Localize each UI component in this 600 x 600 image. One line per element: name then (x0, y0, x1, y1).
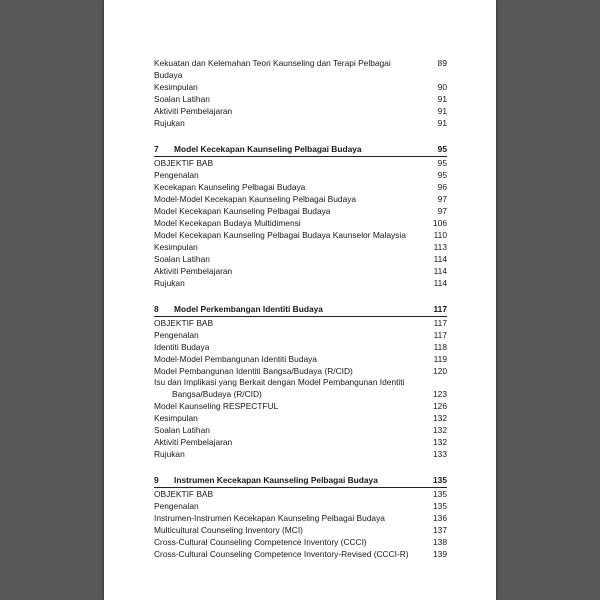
toc-entry-page: 138 (433, 537, 447, 547)
toc-entry-title: Model Kecekapan Kaunseling Pelbagai Budaya Kaunselor Malaysia (154, 230, 406, 240)
toc-entry-page: 126 (433, 401, 447, 411)
toc-entry-page: 136 (433, 513, 447, 523)
toc-entry-page: 91 (437, 94, 447, 104)
toc-entry-title: Model Pembangunan Identiti Bangsa/Budaya (R/CID) (154, 366, 353, 376)
toc-entry-page: 114 (433, 266, 447, 276)
toc-entry-title: Multicultural Counseling Inventory (MCI) (154, 525, 303, 535)
toc-entry[interactable] (154, 105, 447, 117)
toc-entry[interactable] (154, 500, 447, 512)
toc-entry-page: 135 (433, 501, 447, 511)
toc-entry[interactable] (154, 365, 447, 377)
toc-entry-page: 119 (433, 354, 447, 364)
toc-entry[interactable] (154, 217, 447, 229)
toc-entry[interactable] (154, 277, 447, 289)
document-page (104, 0, 496, 600)
toc-entry[interactable] (154, 488, 447, 500)
toc-entry-page: 97 (437, 206, 447, 216)
toc-entry[interactable] (154, 353, 447, 365)
toc-entry-page: 117 (433, 330, 447, 340)
toc-entry-title-continued: Bangsa/Budaya (R/CID) (172, 388, 262, 399)
toc-entry-page: 120 (433, 366, 447, 376)
toc-entry-title: Model Kaunseling RESPECTFUL (154, 401, 279, 411)
chapter-page: 117 (433, 304, 447, 314)
chapter-number: 8 (154, 304, 159, 314)
toc-entry-title: Kesimpulan (154, 82, 198, 92)
toc-entry-page: 123 (433, 389, 447, 399)
toc-entry[interactable] (154, 536, 447, 548)
toc-entry-title: Soalan Latihan (154, 425, 210, 435)
toc-entry-page: 110 (433, 230, 447, 240)
toc-entry[interactable] (154, 436, 447, 448)
chapter-page: 135 (433, 475, 447, 485)
toc-entry-page: 135 (433, 489, 447, 499)
toc-entry-title: Pengenalan (154, 170, 199, 180)
toc-entry-title: Aktiviti Pembelajaran (154, 437, 233, 447)
toc-entry-title: Model-Model Pembangunan Identiti Budaya (154, 354, 317, 364)
toc-entry[interactable] (154, 524, 447, 536)
toc-entry[interactable] (154, 548, 447, 560)
toc-entry[interactable] (154, 241, 447, 253)
toc-entry-title: Pengenalan (154, 330, 199, 340)
toc-entry[interactable] (154, 205, 447, 217)
chapter-heading[interactable] (154, 303, 447, 317)
toc-entry-title: Kesimpulan (154, 242, 198, 252)
toc-entry-title: Soalan Latihan (154, 254, 210, 264)
toc-entry-title: Model Kecekapan Budaya Multidimensi (154, 218, 301, 228)
toc-entry-title: Aktiviti Pembelajaran (154, 106, 233, 116)
chapter-title: Instrumen Kecekapan Kaunseling Pelbagai Budaya (174, 475, 378, 485)
toc-entry[interactable] (154, 117, 447, 129)
toc-entry[interactable] (154, 93, 447, 105)
toc-entry-title: Soalan Latihan (154, 94, 210, 104)
toc-entry-page: 139 (433, 549, 447, 559)
toc-entry-page: 118 (433, 342, 447, 352)
toc-entry-title: Model Kecekapan Kaunseling Pelbagai Budaya (154, 206, 331, 216)
toc-entry-title: Kecekapan Kaunseling Pelbagai Budaya (154, 182, 306, 192)
chapter-number: 9 (154, 475, 159, 485)
toc-entry[interactable] (154, 317, 447, 329)
toc-entry[interactable] (154, 512, 447, 524)
toc-entry-page: 106 (433, 218, 447, 228)
toc-entry-page: 91 (437, 106, 447, 116)
toc-entry-title: Rujukan (154, 449, 185, 459)
toc-entry[interactable] (154, 265, 447, 277)
toc-entry-title: Kekuatan dan Kelemahan Teori Kaunseling dan Terapi Pelbagai Budaya (154, 58, 391, 80)
toc-entry-title: Model-Model Kecekapan Kaunseling Pelbagai Budaya (154, 194, 357, 204)
toc-entry-page: 113 (433, 242, 447, 252)
toc-entry-page: 114 (433, 278, 447, 288)
toc-entry[interactable] (154, 377, 447, 400)
toc-entry[interactable] (154, 412, 447, 424)
toc-entry-page: 137 (433, 525, 447, 535)
chapter-title: Model Perkembangan Identiti Budaya (174, 304, 323, 314)
toc-entry-title: OBJEKTIF BAB (154, 318, 214, 328)
toc-entry-title: OBJEKTIF BAB (154, 489, 214, 499)
toc-entry-page: 95 (437, 170, 447, 180)
toc-entry[interactable] (154, 400, 447, 412)
toc-entry-page: 133 (433, 449, 447, 459)
toc-entry-page: 132 (433, 437, 447, 447)
toc-entry-page: 97 (437, 194, 447, 204)
table-of-contents (154, 57, 447, 560)
toc-entry[interactable] (154, 193, 447, 205)
toc-entry[interactable] (154, 424, 447, 436)
chapter-title: Model Kecekapan Kaunseling Pelbagai Budaya (174, 144, 362, 154)
toc-entry-page: 95 (437, 158, 447, 168)
toc-entry[interactable] (154, 329, 447, 341)
toc-entry-page: 90 (437, 82, 447, 92)
toc-entry-page: 117 (433, 318, 447, 328)
toc-entry[interactable] (154, 157, 447, 169)
toc-entry[interactable] (154, 253, 447, 265)
toc-entry-title: Cross-Cultural Counseling Competence Inventory-Revised (CCCI-R) (154, 549, 409, 559)
toc-entry[interactable] (154, 81, 447, 93)
chapter-heading[interactable] (154, 143, 447, 157)
toc-entry-page: 132 (433, 425, 447, 435)
toc-entry-title: Rujukan (154, 278, 185, 288)
toc-entry-title: Kesimpulan (154, 413, 198, 423)
toc-entry-title: Pengenalan (154, 501, 199, 511)
toc-entry[interactable] (154, 169, 447, 181)
toc-entry-page: 132 (433, 413, 447, 423)
toc-entry-title: Cross-Cultural Counseling Competence Inventory (CCCI) (154, 537, 367, 547)
toc-entry[interactable] (154, 341, 447, 353)
toc-entry-title: OBJEKTIF BAB (154, 158, 214, 168)
chapter-page: 95 (437, 144, 447, 154)
toc-entry[interactable] (154, 448, 447, 460)
toc-entry-page: 114 (433, 254, 447, 264)
toc-entry[interactable] (154, 229, 447, 241)
toc-entry-title: Rujukan (154, 118, 185, 128)
toc-entry-page: 91 (437, 118, 447, 128)
toc-entry-title: Isu dan Implikasi yang Berkait dengan Model Pembangunan Identiti (154, 377, 405, 387)
chapter-heading[interactable] (154, 474, 447, 488)
toc-entry-title: Instrumen-Instrumen Kecekapan Kaunseling Pelbagai Budaya (154, 513, 385, 523)
toc-entry[interactable] (154, 57, 447, 81)
toc-entry-title: Aktiviti Pembelajaran (154, 266, 233, 276)
toc-entry-title: Identiti Budaya (154, 342, 210, 352)
toc-entry[interactable] (154, 181, 447, 193)
toc-entry-page: 96 (437, 182, 447, 192)
toc-entry-page: 89 (437, 58, 447, 68)
chapter-number: 7 (154, 144, 159, 154)
